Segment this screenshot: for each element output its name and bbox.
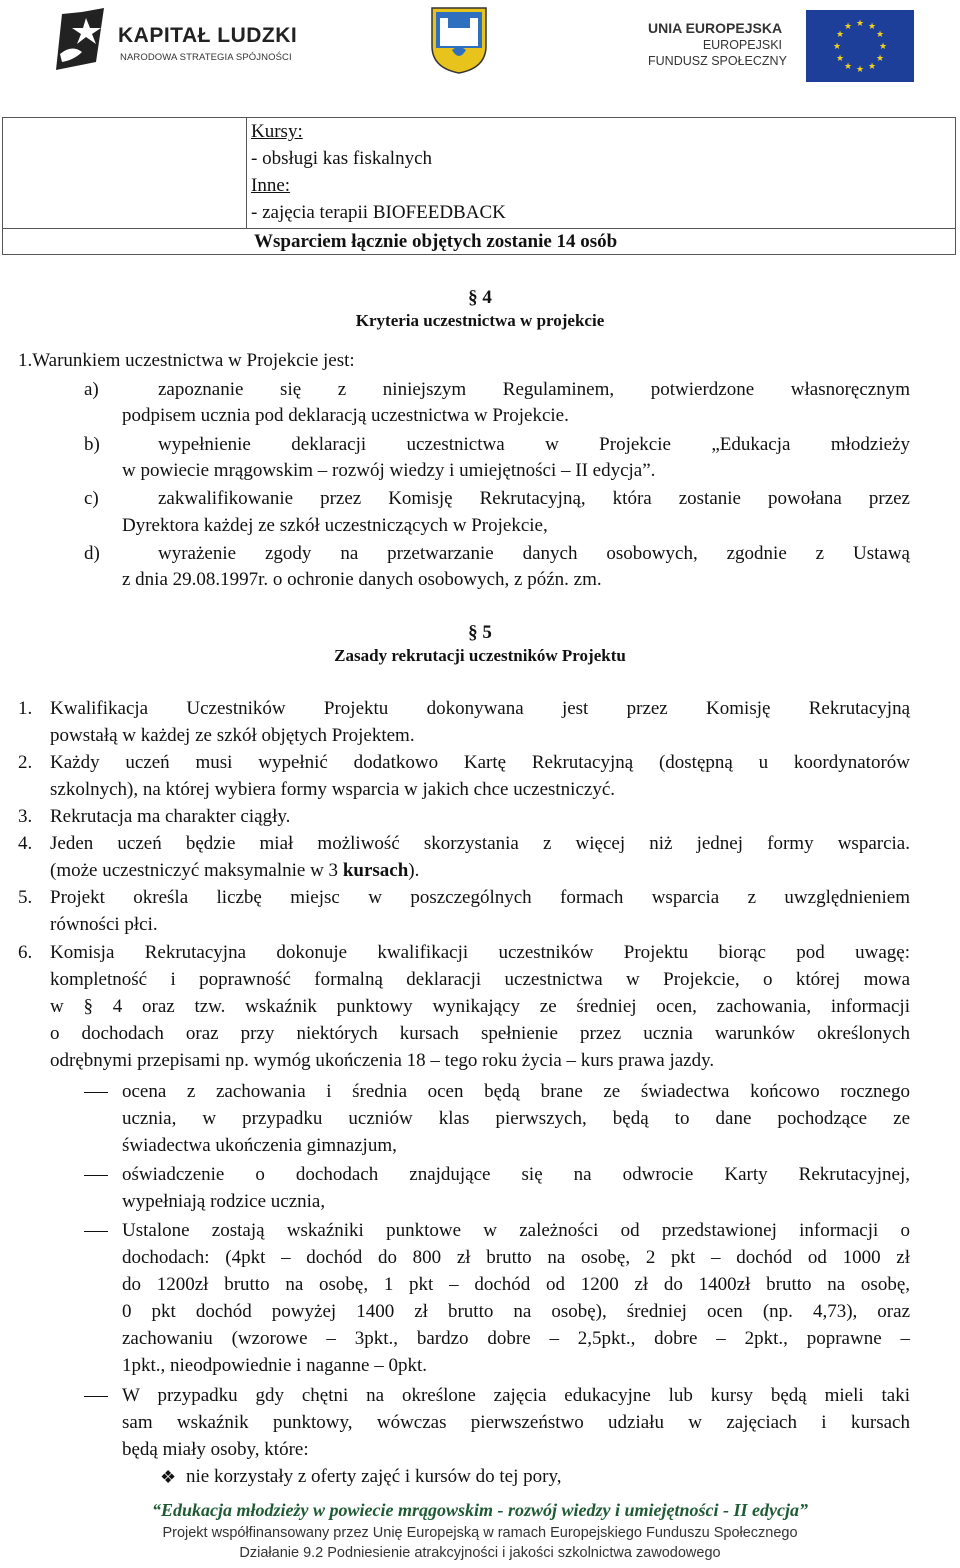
svg-text:★: ★ [867,22,877,32]
label-inne: Inne: [251,175,291,196]
kapital-ludzki-emblem-icon [52,4,112,74]
d3-line6: 1pkt., nieodpowiednie i naganne – 0pkt. [122,1355,427,1376]
p1-number: 1. [18,698,33,719]
kapital-ludzki-logo [52,4,312,74]
d1-line1: ocena z zachowania i średnia ocen będą brane ze świadectwa końcowo rocznego [122,1081,910,1102]
sec4-intro: 1.Warunkiem uczestnictwa w Projekcie jest: [18,350,355,371]
sec4-c-line2: Dyrektora każdej ze szkół uczestniczących w Projekcie, [122,515,548,536]
footer-project-title: “Edukacja młodzieży w powiecie mrągowskim - rozwój wiedzy i umiejętności - II edycja” [152,1500,808,1520]
p5-line1: Projekt określa liczbę miejsc w poszczególnych formach wsparcia z uwzględnieniem [50,887,910,908]
p2-number: 2. [18,752,33,773]
svg-text:★: ★ [875,30,885,40]
d3-line4: 0 pkt dochód powyżej 1400 zł brutto na osobę), średniej ocen (np. 4,73), oraz [122,1301,910,1322]
sec4-b-line1: wypełnienie deklaracji uczestnictwa w Projekcie „Edukacja młodzieży [158,434,910,455]
section-5-title: Zasady rekrutacji uczestników Projektu [334,646,626,665]
p6-line2: kompletność i poprawność formalną deklaracji uczestnictwa w Projekcie, o której mowa [50,969,910,990]
total-participants: Wsparciem łącznie objętych zostanie 14 osób [254,231,618,252]
d4-line2: sam wskaźnik punktowy, wówczas pierwszeństwo udziału w zajęciach i kursach [122,1412,910,1433]
d4-line1: W przypadku gdy chętni na określone zajęcia edukacyjne lub kursy będą mieli taki [122,1385,910,1406]
kursy-item: - obsługi kas fiskalnych [251,148,433,169]
p2-line1: Każdy uczeń musi wypełnić dodatkowo Kartę Rekrutacyjną (dostępną u koordynatorów [50,752,910,773]
svg-text:★: ★ [843,62,853,72]
dash-bullet-1 [84,1092,108,1093]
footer-action: Działanie 9.2 Podniesienie atrakcyjności i jakości szkolnictwa zawodowego [239,1545,721,1561]
p1-line1: Kwalifikacja Uczestników Projektu dokonywana jest przez Komisję Rekrutacyjną [50,698,910,719]
section-4-number: § 4 [468,287,492,308]
svg-text:★: ★ [835,30,845,40]
p3-line1: Rekrutacja ma charakter ciągły. [50,806,291,827]
svg-text:★: ★ [843,22,853,32]
p6-line4: o dochodach oraz przy niektórych kursach spełnienie przez ucznia warunków określonych [50,1023,910,1044]
p4-kursach-bold: kursach [342,860,409,881]
d1-line2: ucznia, w przypadku uczniów klas pierwszych, będą to dane pochodzące ze [122,1108,910,1129]
p4-line2 [50,860,419,882]
svg-text:★: ★ [855,65,865,75]
sub1-line: nie korzystały z oferty zajęć i kursów do tej pory, [186,1466,562,1487]
sec4-b-line2: w powiecie mrągowskim – rozwój wiedzy i umiejętności – II edycja”. [122,460,656,481]
dash-bullet-2 [84,1175,108,1176]
p4-line1: Jeden uczeń będzie miał możliwość skorzystania z więcej niż jednej formy wsparcia. [50,833,910,854]
sec4-b-label: b) [84,434,100,455]
p6-line3: w § 4 oraz tzw. wskaźnik punktowy wynikający ze średniej ocen, zachowania, informacji [50,996,910,1017]
sec4-d-label: d) [84,543,100,564]
d3-line2: dochodach: (4pkt – dochód do 800 zł brutto na osobę, 2 pkt – dochód od 1000 zł [122,1247,910,1268]
dash-bullet-4 [84,1396,108,1397]
label-kursy: Kursy: [251,121,303,142]
d2-line2: wypełniają rodzice ucznia, [122,1191,326,1212]
eu-union-text: UNIA EUROPEJSKA [648,20,783,36]
d4-line3: będą miały osoby, które: [122,1439,309,1460]
section-4-title: Kryteria uczestnictwa w projekcie [355,311,605,330]
section-5-number: § 5 [468,622,492,643]
p6-line5: odrębnymi przepisami np. wymóg ukończenia 18 – tego roku życia – kurs prawa jazdy. [50,1050,715,1071]
p5-line2: równości płci. [50,914,158,935]
d3-line3: do 1200zł brutto na osobę, 1 pkt – dochód od 1200 zł do 1400zł brutto na osobę, [122,1274,910,1295]
p4-line2-start: (może uczestniczyć maksymalnie w 3 [50,860,343,881]
kapital-ludzki-subtitle: NARODOWA STRATEGIA SPÓJNOŚCI [120,52,292,63]
eu-flag-icon [806,10,914,82]
eu-fund-text-2: FUNDUSZ SPOŁECZNY [648,54,787,68]
svg-text:★: ★ [878,42,888,52]
sec4-c-line1: zakwalifikowanie przez Komisję Rekrutacyjną, która zostanie powołana przez [158,488,910,509]
kapital-ludzki-title: KAPITAŁ LUDZKI [118,24,298,47]
footer-cofinancing: Projekt współfinansowany przez Unię Europejską w ramach Europejskiego Funduszu Społecznego [162,1525,798,1541]
svg-text:★: ★ [875,54,885,64]
p2-line2: szkolnych), na której wybiera formy wsparcia w jakich chce uczestniczyć. [50,779,616,800]
p5-number: 5. [18,887,33,908]
dash-bullet-3 [84,1231,108,1232]
table-divider-vertical [246,118,247,228]
p1-line2: powstałą w każdej ze szkół objętych Projektem. [50,725,415,746]
svg-text:★: ★ [867,62,877,72]
p6-line1: Komisja Rekrutacyjna dokonuje kwalifikacji uczestników Projektu biorąc pod uwagę: [50,942,910,963]
eu-logo [648,8,918,75]
sec4-a-line2: podpisem ucznia pod deklaracją uczestnictwa w Projekcie. [122,405,569,426]
p6-number: 6. [18,942,33,963]
header-logos [0,0,960,78]
svg-text:★: ★ [835,54,845,64]
table-divider-horizontal [3,228,955,229]
eu-fund-text-1: EUROPEJSKI [702,38,782,52]
d1-line3: świadectwa ukończenia gimnazjum, [122,1135,397,1156]
city-crest-icon [430,6,488,74]
p3-number: 3. [18,806,33,827]
sec4-d-line1: wyrażenie zgody na przetwarzanie danych osobowych, zgodnie z Ustawą [158,543,910,564]
inne-item: - zajęcia terapii BIOFEEDBACK [251,202,506,223]
sec4-a-line1: zapoznanie się z niniejszym Regulaminem, potwierdzone własnoręcznym [158,379,910,400]
diamond-bullet-icon: ❖ [160,1467,177,1487]
sec4-c-label: c) [84,488,99,509]
d2-line1: oświadczenie o dochodach znajdujące się na odwrocie Karty Rekrutacyjnej, [122,1164,910,1185]
p4-number: 4. [18,833,33,854]
d3-line5: zachowaniu (wzorowe – 3pkt., bardzo dobre – 2,5pkt., dobre – 2pkt., poprawne – [122,1328,910,1349]
svg-text:★: ★ [832,42,842,52]
d3-line1: Ustalone zostają wskaźniki punktowe w zależności od przedstawionej informacji o [122,1220,910,1241]
sec4-d-line2: z dnia 29.08.1997r. o ochronie danych osobowych, z późn. zm. [122,569,602,590]
svg-text:★: ★ [855,19,865,29]
p4-line2-end: ). [408,860,420,881]
sec4-a-label: a) [84,379,99,400]
